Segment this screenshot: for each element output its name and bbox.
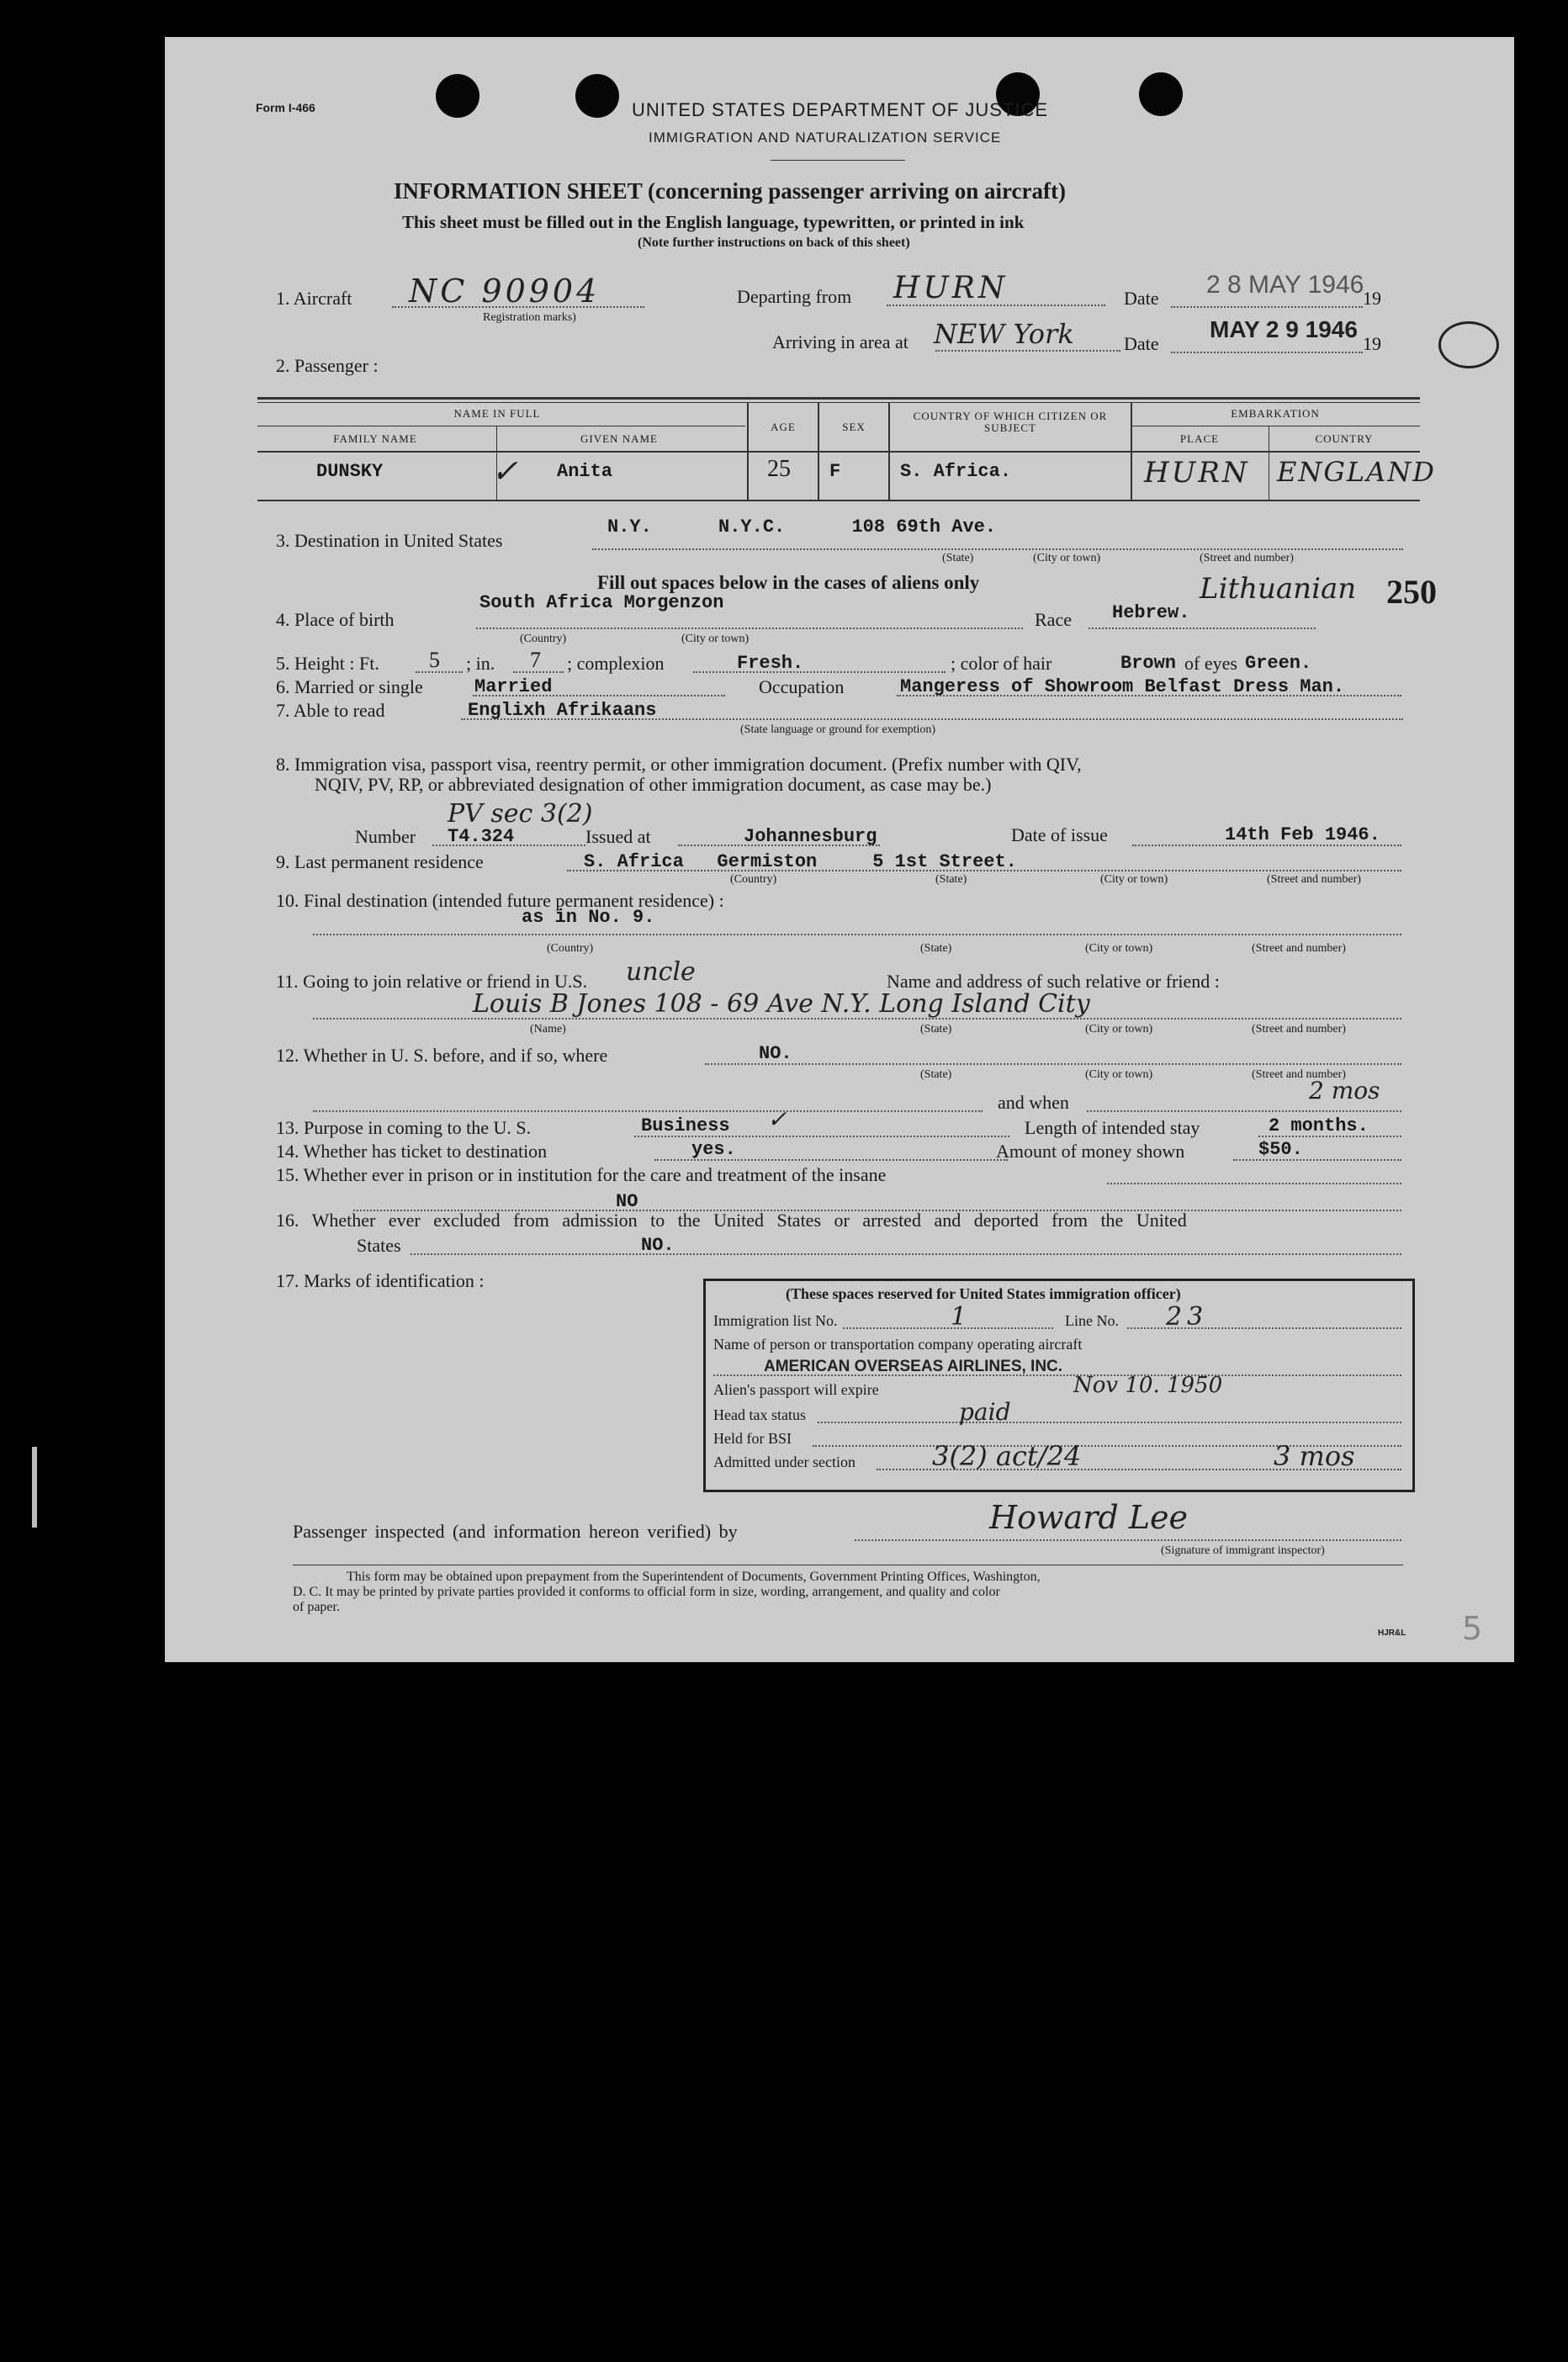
passenger-label: 2. Passenger : — [276, 355, 379, 376]
date-issue-label: Date of issue — [1011, 824, 1108, 845]
eyes-value: Green. — [1245, 653, 1312, 674]
caption-city: (City or town) — [1085, 942, 1153, 955]
aliens-header: Fill out spaces below in the cases of aliens only — [597, 572, 980, 593]
caption-state: (State) — [935, 873, 967, 886]
department-heading: UNITED STATES DEPARTMENT OF JUSTICE — [632, 99, 1049, 120]
punch-hole — [436, 74, 479, 118]
hair-label: ; color of hair — [951, 653, 1052, 674]
birth-value: South Africa Morgenzon — [479, 592, 724, 613]
issued-value: Johannesburg — [744, 826, 877, 847]
family-name-value: DUNSKY — [316, 461, 384, 482]
film-edge-mark — [32, 1447, 37, 1528]
ticket-label: 14. Whether has ticket to destination — [276, 1141, 548, 1162]
marital-label: 6. Married or single — [276, 676, 423, 697]
prison-label: 15. Whether ever in prison or in institution for the care and treatment of the insane — [276, 1164, 887, 1185]
family-name-header: FAMILY NAME — [333, 432, 417, 445]
final-destination-value: as in No. 9. — [522, 907, 655, 928]
caption-city: (City or town) — [1085, 1068, 1153, 1081]
issued-label: Issued at — [585, 826, 651, 847]
caption-state: (State) — [920, 942, 952, 955]
line-value: 23 — [1166, 1302, 1209, 1332]
place-header: PLACE — [1179, 432, 1220, 445]
occupation-value: Mangeress of Showroom Belfast Dress Man. — [900, 676, 1345, 697]
page-number: 5 — [1462, 1610, 1483, 1647]
read-value: Englixh Afrikaans — [468, 700, 657, 721]
purpose-label: 13. Purpose in coming to the U. S. — [276, 1117, 532, 1138]
inches-label: ; in. — [466, 653, 495, 674]
date-label: Date — [1124, 288, 1159, 309]
section-value: 3(2) act/24 — [932, 1440, 1082, 1472]
address-label: Name and address of such relative or friend : — [887, 971, 1220, 992]
check-mark: ✓ — [491, 453, 518, 490]
citizen-value: S. Africa. — [900, 461, 1012, 482]
form-sheet — [165, 37, 1514, 1662]
race-label: Race — [1035, 609, 1072, 630]
caption-city: (City or town) — [1085, 1023, 1153, 1035]
embark-country-value: ENGLAND — [1277, 456, 1436, 488]
company-label: Name of person or transportation company operating aircraft — [713, 1336, 1083, 1353]
embark-place-value: HURN — [1144, 456, 1250, 490]
excluded-label-2: States — [357, 1235, 401, 1256]
birth-label: 4. Place of birth — [276, 609, 395, 630]
purpose-check: ✓ — [767, 1105, 787, 1133]
expire-value: Nov 10. 1950 — [1073, 1373, 1223, 1398]
section-label: Admitted under section — [713, 1454, 856, 1470]
destination-value: N.Y. N.Y.C. 108 69th Ave. — [607, 516, 997, 538]
aircraft-label: 1. Aircraft — [276, 288, 352, 309]
before-value: NO. — [759, 1043, 792, 1064]
read-caption: (State language or ground for exemption) — [740, 723, 936, 736]
caption-state: (State) — [942, 552, 974, 564]
number-label: Number — [355, 826, 416, 847]
eyes-label: of eyes — [1184, 653, 1237, 674]
age-value: 25 — [767, 456, 791, 482]
circle-mark — [1438, 321, 1499, 368]
money-label: Amount of money shown — [996, 1141, 1185, 1162]
ticket-value: yes. — [691, 1139, 736, 1160]
date-issue-value: 14th Feb 1946. — [1225, 824, 1380, 845]
officer-box-title: (These spaces reserved for United States immigration officer) — [786, 1285, 1181, 1302]
list-label: Immigration list No. — [713, 1312, 838, 1329]
country-header: COUNTRY — [1315, 432, 1374, 445]
departure-date-stamp: 2 8 MAY 1946 — [1206, 271, 1364, 299]
caption-country: (Country) — [520, 633, 567, 645]
residence-label: 9. Last permanent residence — [276, 851, 484, 872]
punch-hole — [575, 74, 619, 118]
arrival-date-stamp: MAY 2 9 1946 — [1210, 316, 1358, 342]
excluded-value: NO. — [641, 1235, 675, 1256]
caption-street: (Street and number) — [1252, 1068, 1346, 1081]
instruction: This sheet must be filled out in the English language, typewritten, or printed in ink — [402, 212, 1025, 232]
name-in-full-header: NAME IN FULL — [453, 407, 541, 420]
list-value: 1 — [951, 1302, 967, 1332]
visa-label: 8. Immigration visa, passport visa, reentry permit, or other immigration document. (Prefix number with QIV, — [276, 754, 1082, 775]
footer-text-2: D. C. It may be printed by private parties provided it conforms to official form in size, wording, arrangement, and quality and color — [293, 1585, 1000, 1599]
money-value: $50. — [1258, 1139, 1303, 1160]
visa-handwritten-note: PV sec 3(2) — [448, 799, 593, 829]
final-destination-label: 10. Final destination (intended future permanent residence) : — [276, 890, 724, 911]
visa-label-2: NQIV, PV, RP, or abbreviated designation of other immigration document, as case may be.) — [315, 774, 992, 795]
page-title: INFORMATION SHEET (concerning passenger arriving on aircraft) — [394, 178, 1066, 204]
height-label: 5. Height : Ft. — [276, 653, 379, 674]
stay-handwritten: 2 mos — [1309, 1077, 1380, 1104]
caption-name: (Name) — [530, 1023, 566, 1035]
destination-label: 3. Destination in United States — [276, 530, 503, 551]
arriving-value: NEW York — [934, 318, 1074, 350]
given-name-value: Anita — [557, 461, 613, 482]
given-name-header: GIVEN NAME — [580, 432, 658, 445]
country-citizen-header: COUNTRY OF WHICH CITIZEN OR SUBJECT — [913, 410, 1108, 434]
caption-street: (Street and number) — [1252, 1023, 1346, 1035]
headtax-value: paid — [959, 1398, 1011, 1426]
caption-country: (Country) — [730, 873, 777, 886]
height-inches: 7 — [530, 648, 541, 672]
purpose-value: Business — [641, 1115, 730, 1136]
race-code: 250 — [1386, 573, 1437, 611]
sex-value: F — [829, 461, 841, 482]
marks-label: 17. Marks of identification : — [276, 1270, 485, 1291]
company-stamp: AMERICAN OVERSEAS AIRLINES, INC. — [764, 1358, 1063, 1375]
caption-street: (Street and number) — [1252, 942, 1346, 955]
stay-length-value: 2 months. — [1269, 1115, 1369, 1136]
aircraft-value: NC 90904 — [409, 273, 601, 310]
signature-caption: (Signature of immigrant inspector) — [1161, 1544, 1325, 1557]
caption-state: (State) — [920, 1023, 952, 1035]
form-number: Form I-466 — [256, 101, 315, 114]
punch-hole — [1139, 72, 1183, 116]
complexion-value: Fresh. — [737, 653, 804, 674]
line-label: Line No. — [1065, 1312, 1119, 1329]
divider — [771, 160, 905, 161]
note: (Note further instructions on back of this sheet) — [638, 236, 910, 250]
residence-value: S. Africa Germiston 5 1st Street. — [584, 851, 1017, 872]
year-suffix: 19 — [1363, 288, 1381, 309]
caption-state: (State) — [920, 1068, 952, 1081]
registration-caption: Registration marks) — [483, 311, 576, 324]
expire-label: Alien's passport will expire — [713, 1381, 879, 1398]
stay-length-label: Length of intended stay — [1025, 1117, 1200, 1138]
footer-text-1: This form may be obtained upon prepayment from the Superintendent of Documents, Government Printing Offices, Washington, — [347, 1570, 1041, 1584]
year-suffix-2: 19 — [1363, 333, 1381, 354]
sex-header: SEX — [842, 421, 866, 433]
caption-city: (City or town) — [681, 633, 750, 645]
marital-value: Married — [474, 676, 553, 697]
caption-city: (City or town) — [1100, 873, 1168, 886]
join-relation: uncle — [626, 957, 696, 987]
embarkation-header: EMBARKATION — [1231, 407, 1320, 420]
caption-country: (Country) — [547, 942, 594, 955]
headtax-label: Head tax status — [713, 1406, 806, 1423]
arrive-date-label: Date — [1124, 333, 1159, 354]
footer-text-3: of paper. — [293, 1600, 340, 1614]
hair-value: Brown — [1120, 653, 1177, 674]
before-label: 12. Whether in U. S. before, and if so, where — [276, 1045, 608, 1066]
number-value: T4.324 — [448, 826, 515, 847]
when-label: and when — [998, 1092, 1069, 1113]
arriving-label: Arriving in area at — [772, 331, 908, 352]
race-value: Hebrew. — [1112, 602, 1190, 623]
departing-label: Departing from — [737, 286, 852, 307]
complexion-label: ; complexion — [567, 653, 665, 674]
footer-code: HJR&L — [1378, 1629, 1406, 1638]
occupation-label: Occupation — [759, 676, 845, 697]
age-header: AGE — [771, 421, 796, 433]
race-handwritten: Lithuanian — [1200, 572, 1357, 606]
join-label: 11. Going to join relative or friend in U.S. — [276, 971, 588, 992]
relative-address: Louis B Jones 108 - 69 Ave N.Y. Long Island City — [473, 989, 1090, 1019]
signature-label: Passenger inspected (and information hereon verified) by — [293, 1521, 738, 1542]
caption-city: (City or town) — [1033, 552, 1101, 564]
bsi-label: Held for BSI — [713, 1430, 792, 1447]
inspector-signature: Howard Lee — [989, 1499, 1188, 1536]
caption-street: (Street and number) — [1200, 552, 1294, 564]
read-label: 7. Able to read — [276, 700, 385, 721]
service-heading: IMMIGRATION AND NATURALIZATION SERVICE — [649, 130, 1002, 146]
height-feet: 5 — [429, 648, 440, 672]
caption-street: (Street and number) — [1267, 873, 1361, 886]
departing-value: HURN — [893, 271, 1009, 305]
prison-value: NO — [616, 1191, 638, 1212]
excluded-label: 16. Whether ever excluded from admission to the United States or arrested and deported from the United — [276, 1210, 1187, 1231]
section-extra: 3 mos — [1274, 1440, 1355, 1472]
